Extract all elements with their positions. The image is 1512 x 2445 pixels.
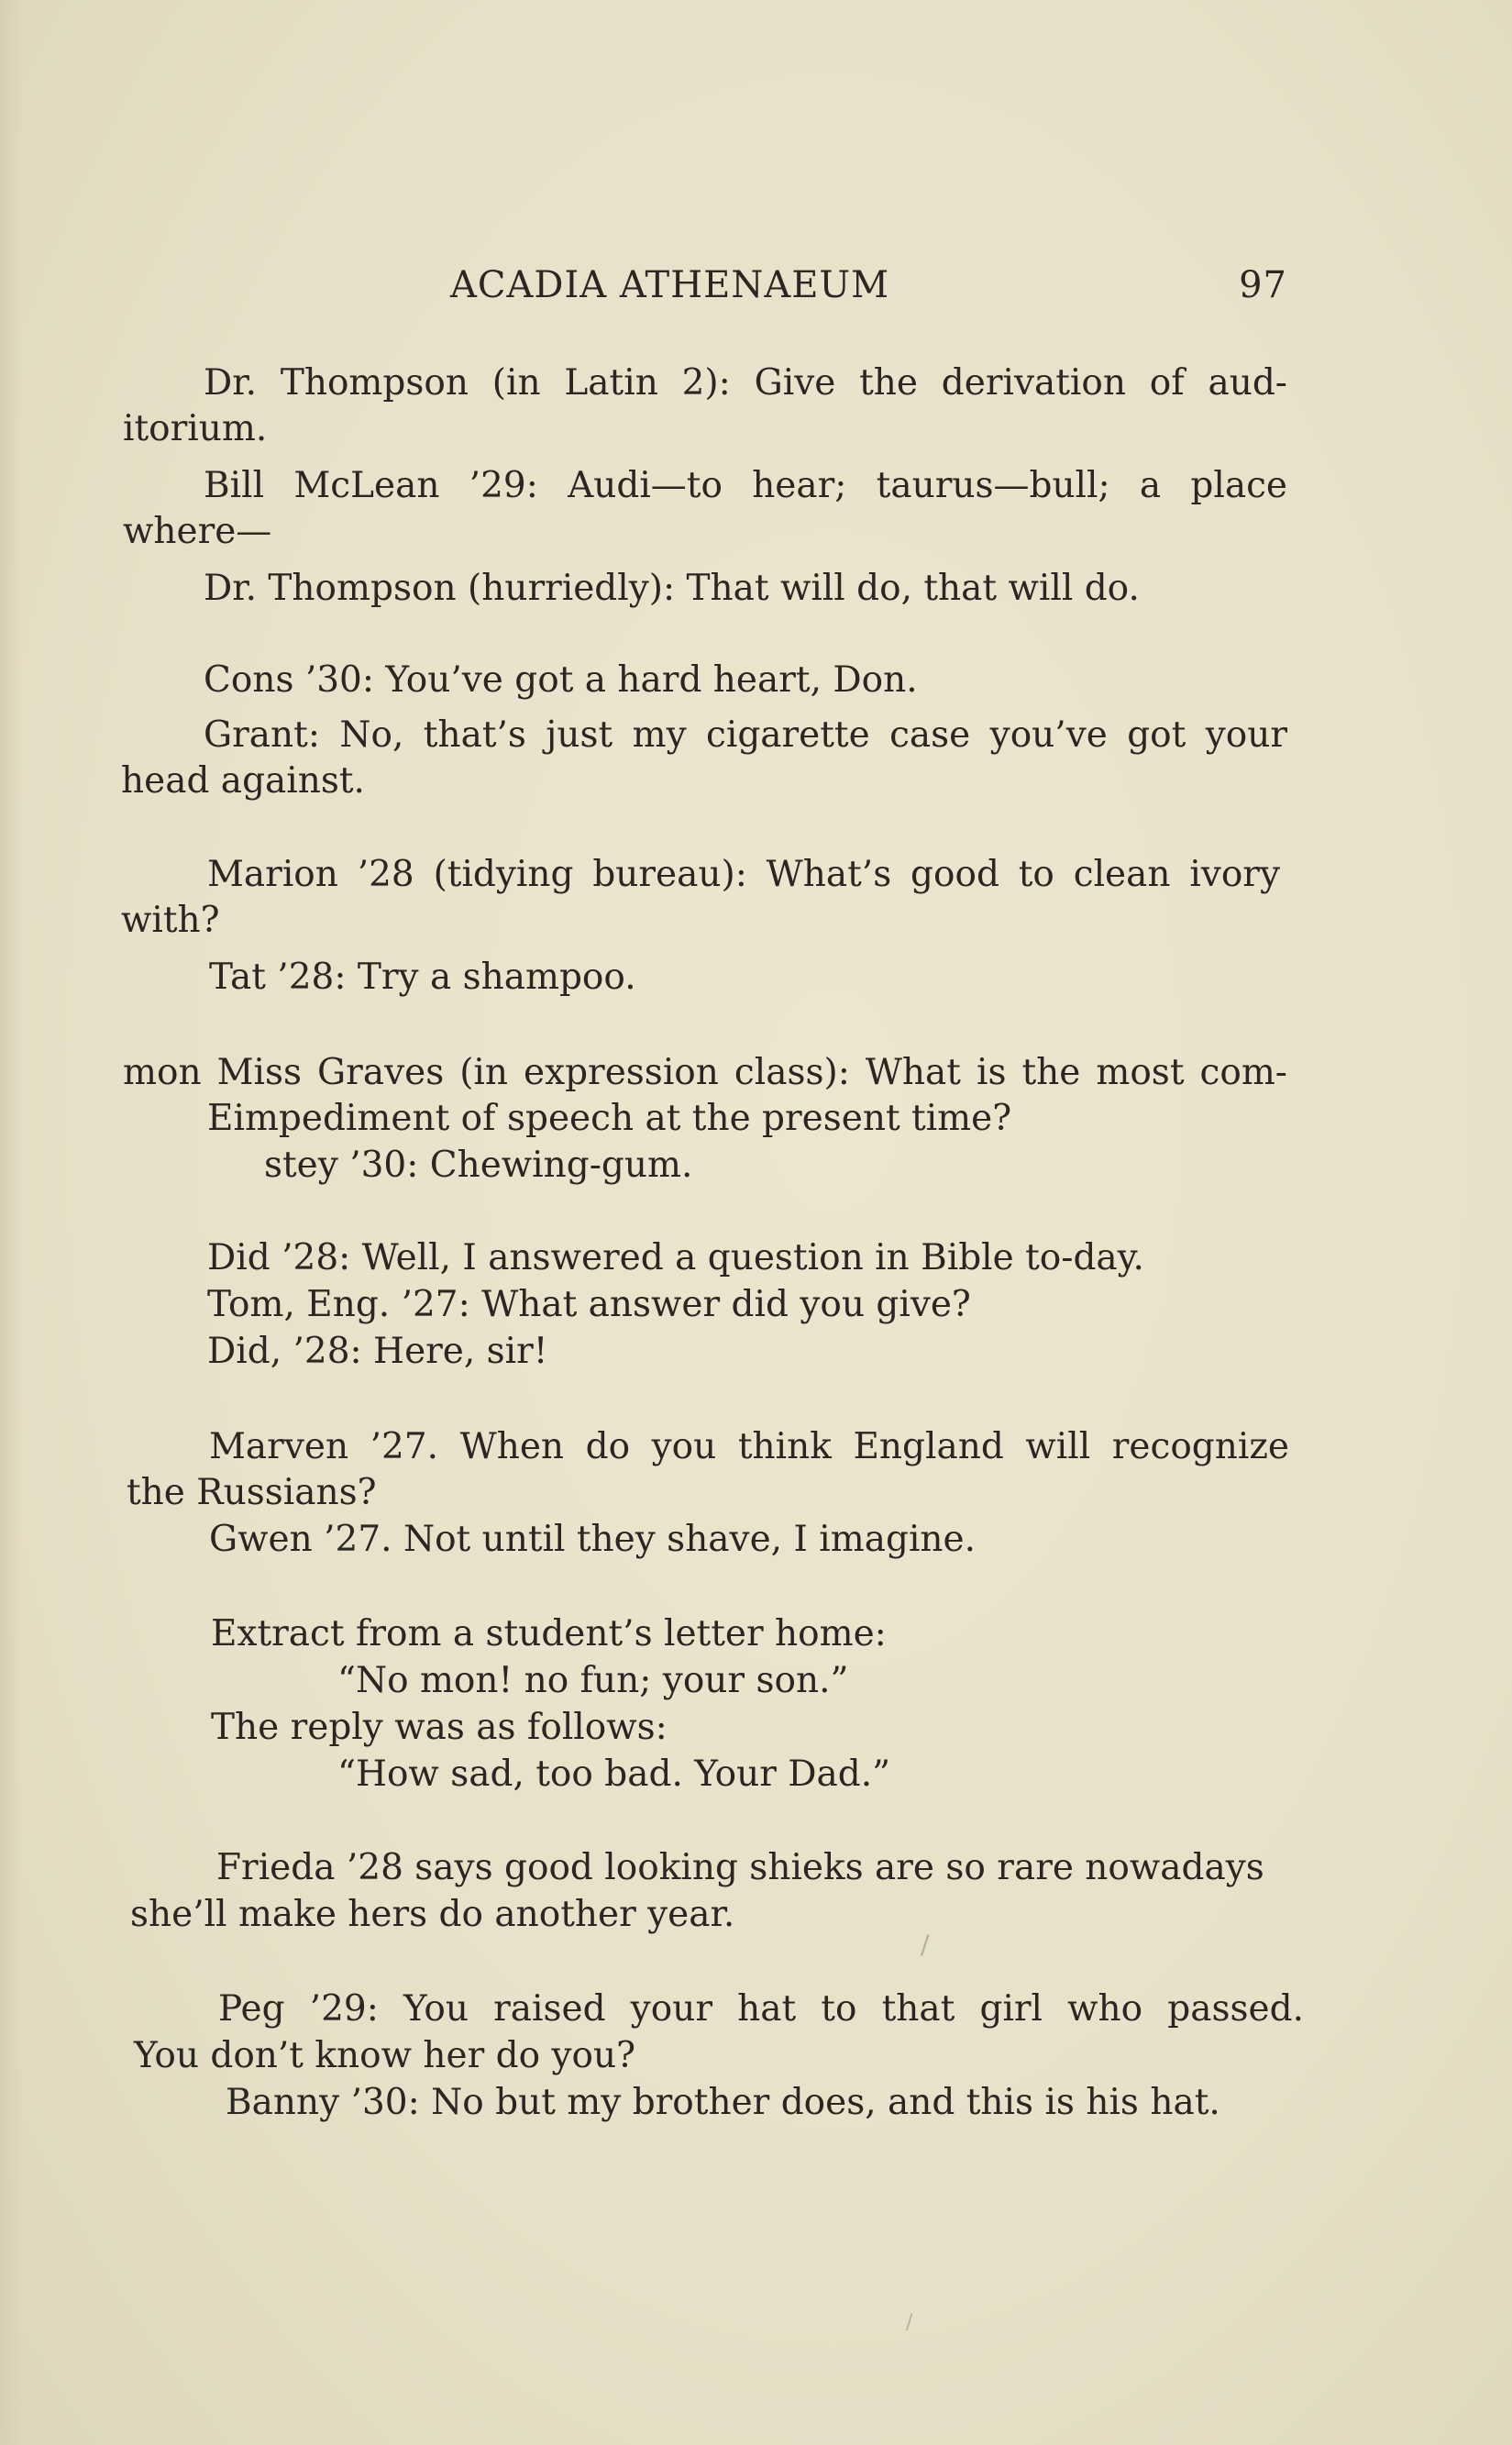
- journal-title: ACADIA ATHENAEUM: [450, 264, 890, 306]
- joke-line: Frieda ’28 says good looking shieks are so rare nowadays: [216, 1847, 1264, 1888]
- joke-line: Bill McLean ’29: Audi—to hear; taurus—bull; a place: [204, 465, 1287, 506]
- running-header: [123, 264, 1287, 310]
- page-number: 97: [1239, 264, 1287, 306]
- joke-line: You don’t know her do you?: [134, 2035, 636, 2076]
- joke-line: Gwen ’27. Not until they shave, I imagine.: [209, 1519, 977, 1560]
- page-edge-shadow: [0, 0, 22, 2445]
- joke-line: Extract from a student’s letter home:: [211, 1613, 887, 1654]
- joke-line: the Russians?: [127, 1472, 377, 1513]
- joke-line: Marven ’27. When do you think England will recognize: [209, 1426, 1289, 1467]
- stray-ink-mark: /: [921, 1930, 930, 1960]
- joke-line: Did ’28: Well, I answered a question in Bible to-day.: [207, 1237, 1144, 1278]
- joke-line: Dr. Thompson (hurriedly): That will do, that will do.: [204, 568, 1140, 609]
- joke-line: Grant: No, that’s just my cigarette case you’ve got your: [204, 714, 1287, 756]
- joke-line: Banny ’30: No but my brother does, and this is his hat.: [226, 2082, 1220, 2123]
- joke-line: Eimpediment of speech at the present time?: [207, 1098, 1012, 1139]
- joke-line: stey ’30: Chewing-gum.: [264, 1145, 693, 1186]
- joke-line: she’ll make hers do another year.: [130, 1894, 735, 1935]
- joke-line: mon Miss Graves (in expression class): What is the most com-: [123, 1052, 1287, 1093]
- joke-line: Peg ’29: You raised your hat to that girl who passed.: [218, 1988, 1304, 2030]
- joke-line: itorium.: [123, 408, 268, 449]
- joke-line: Marion ’28 (tidying bureau): What’s good to clean ivory: [207, 854, 1280, 895]
- joke-line: where—: [123, 511, 272, 552]
- joke-line: Dr. Thompson (in Latin 2): Give the derivation of aud-: [204, 362, 1287, 404]
- joke-line: Tom, Eng. ’27: What answer did you give?: [207, 1284, 971, 1325]
- joke-line: Tat ’28: Try a shampoo.: [209, 957, 636, 998]
- joke-line: Cons ’30: You’ve got a hard heart, Don.: [204, 659, 918, 701]
- joke-line: Did, ’28: Here, sir!: [207, 1331, 548, 1372]
- joke-line: “How sad, too bad. Your Dad.”: [337, 1754, 891, 1795]
- joke-line: The reply was as follows:: [211, 1707, 668, 1748]
- joke-line: with?: [121, 900, 220, 941]
- stray-ink-mark: /: [906, 2311, 913, 2334]
- joke-line: head against.: [121, 760, 365, 802]
- joke-line: “No mon! no fun; your son.”: [337, 1660, 849, 1701]
